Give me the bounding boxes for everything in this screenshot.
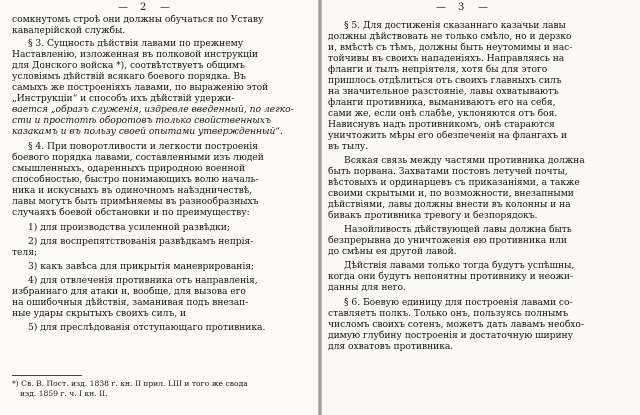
text-line: данны для него. bbox=[328, 282, 406, 293]
text-line: боевого порядка лавами, составленными изъ людей bbox=[12, 152, 264, 163]
list-item: 4) для отвлеченія противника отъ направленія, bbox=[28, 275, 258, 286]
text-line: до смѣны ея другой лавой. bbox=[328, 246, 457, 257]
text-line: въ тылу. bbox=[328, 141, 369, 152]
paragraph-start: Всякая связь между частями противника должна bbox=[344, 155, 585, 166]
list-item-continuation: теля; bbox=[12, 247, 37, 258]
page-number: 3 bbox=[458, 2, 465, 13]
text-line: для Донского войска *), соотвѣтствуетъ общимъ bbox=[12, 60, 245, 71]
header-dash: — bbox=[436, 2, 446, 13]
section-6-heading: § 6. Боевую единицу для построенія лавами со- bbox=[344, 297, 573, 308]
italic-quote-line: вается „образъ служенія, издревле введенный, по легко- bbox=[12, 104, 294, 115]
text-line: быть порвана. Захватами постовъ летучей почты, bbox=[328, 166, 568, 177]
text-line: Наставленію, изложенная въ полковой инструкціи bbox=[12, 49, 259, 60]
text-line: Нависнувъ надъ противникомъ, онѣ стараются bbox=[328, 119, 555, 130]
right-page bbox=[322, 0, 640, 415]
text-line: числомъ своихъ сотенъ, можетъ дать лавамъ необхо- bbox=[328, 319, 584, 330]
text-line: избраннаго для атаки и, вообще, для вызова его bbox=[12, 286, 246, 297]
list-item: 2) для воспрепятствованія развѣдкамъ непрія- bbox=[28, 236, 254, 247]
text-line: когда они будутъ непонятны противнику и неожи- bbox=[328, 271, 574, 282]
text-line: фланги и тылъ непріятеля, хотя бы для этого bbox=[328, 64, 548, 75]
text-line: ные удары скрытыхъ своихъ силъ, и bbox=[12, 308, 187, 319]
text-line: для охватовъ противника. bbox=[328, 341, 454, 352]
text-line: фланги противника, выманиваютъ его на себя, bbox=[328, 97, 556, 108]
footnote-rule bbox=[12, 375, 82, 376]
left-page-header bbox=[0, 2, 318, 14]
text-line: на значительное разстояніе, лавы охватываютъ bbox=[328, 86, 559, 97]
text-line: дѣйствіями, лавы должны внести въ колонны и на bbox=[328, 199, 571, 210]
italic-quote-line: казакамъ и въ пользу своей опытами утвержденный“. bbox=[12, 126, 283, 137]
paragraph-start: Назойливость дѣйствующей лавы должна быть bbox=[344, 224, 572, 235]
text-line: кавалерійской службы. bbox=[12, 25, 126, 36]
text-line: лавы могутъ быть примѣняемы въ разнообразныхъ bbox=[12, 196, 259, 207]
text-line: вѣстовыхъ и ординарцевъ съ приказаніями, а также bbox=[328, 177, 580, 188]
list-item: 3) какъ завѣса для прикрытія маневрированія; bbox=[28, 261, 255, 272]
text-line: случаяхъ боевой обстановки и по преимуществу: bbox=[12, 207, 250, 218]
section-4-heading: § 4. При поворотливости и легкости построенія bbox=[28, 141, 258, 152]
list-item: 5) для преслѣдованія отступающаго противника. bbox=[28, 322, 266, 333]
header-dash: — bbox=[160, 2, 170, 13]
text-line: сомкнутомъ строѣ они должны обучаться по Уставу bbox=[12, 14, 264, 25]
text-line: на ошибочныя дѣйствія, заманивая подъ внезап- bbox=[12, 297, 249, 308]
paragraph-start: Дѣйствія лавами только тогда будутъ успѣшны, bbox=[344, 260, 575, 271]
footnote: изд. 1859 г. ч. I кн. II. bbox=[20, 389, 108, 398]
text-line: пришлось отдѣлиться отъ своихъ главныхъ силъ bbox=[328, 75, 562, 86]
text-line: смышленныхъ, одаренныхъ природною военной bbox=[12, 163, 246, 174]
header-dash: — bbox=[478, 2, 488, 13]
text-line: безпрерывна до уничтоженія ею противника или bbox=[328, 235, 567, 246]
text-line: димую глубину построенія и достаточную ширину bbox=[328, 330, 573, 341]
text-line: бивакъ противника тревогу и безпорядокъ. bbox=[328, 210, 538, 221]
text-line: способностью, быстро понимающихъ волю началь- bbox=[12, 174, 259, 185]
text-line: своими скрытыми и, по возможности, внезапными bbox=[328, 188, 574, 199]
text-line: тойчивы въ своихъ нападеніяхъ. Направляясь на bbox=[328, 53, 565, 64]
list-item: 1) для производства усиленной развѣдки; bbox=[28, 222, 230, 233]
text-line: условіямъ дѣйствій всякаго боевого порядка. Въ bbox=[12, 71, 246, 82]
section-3-heading: § 3. Сущность дѣйствія лавами по прежнему bbox=[28, 38, 244, 49]
section-5-heading: § 5. Для достиженія сказаннаго казачьи лавы bbox=[344, 20, 566, 31]
text-line: „Инструкціи“ и способъ ихъ дѣйствій удержи- bbox=[12, 93, 235, 104]
text-line: и, вмѣстѣ съ тѣмъ, должны быть неутомимы и нас- bbox=[328, 42, 573, 53]
text-line: ника и искусныхъ въ одиночномъ наѣздничествѣ, bbox=[12, 185, 253, 196]
footnote: *) Св. В. Пост. изд. 1838 г. кн. II прил. LIII и того же свода bbox=[12, 379, 248, 388]
text-line: самыхъ же построеніяхъ лавами, по выраженію этой bbox=[12, 82, 269, 93]
left-page bbox=[0, 0, 318, 415]
text-line: ставляетъ полкъ. Только онъ, пользуясь полнымъ bbox=[328, 308, 569, 319]
header-dash: — bbox=[118, 2, 128, 13]
text-line: сами же, если онѣ слабѣе, уклоняются отъ боя. bbox=[328, 108, 558, 119]
page-number: 2 bbox=[140, 2, 147, 13]
right-page-header bbox=[322, 2, 640, 14]
text-line: должны дѣйствовать не только смѣло, но и дерзко bbox=[328, 31, 572, 42]
text-line: уничтожить мѣры его обезпеченія на флангахъ и bbox=[328, 130, 568, 141]
italic-quote-line: сти и простотѣ оборотовъ только свойственныхъ bbox=[12, 115, 271, 126]
